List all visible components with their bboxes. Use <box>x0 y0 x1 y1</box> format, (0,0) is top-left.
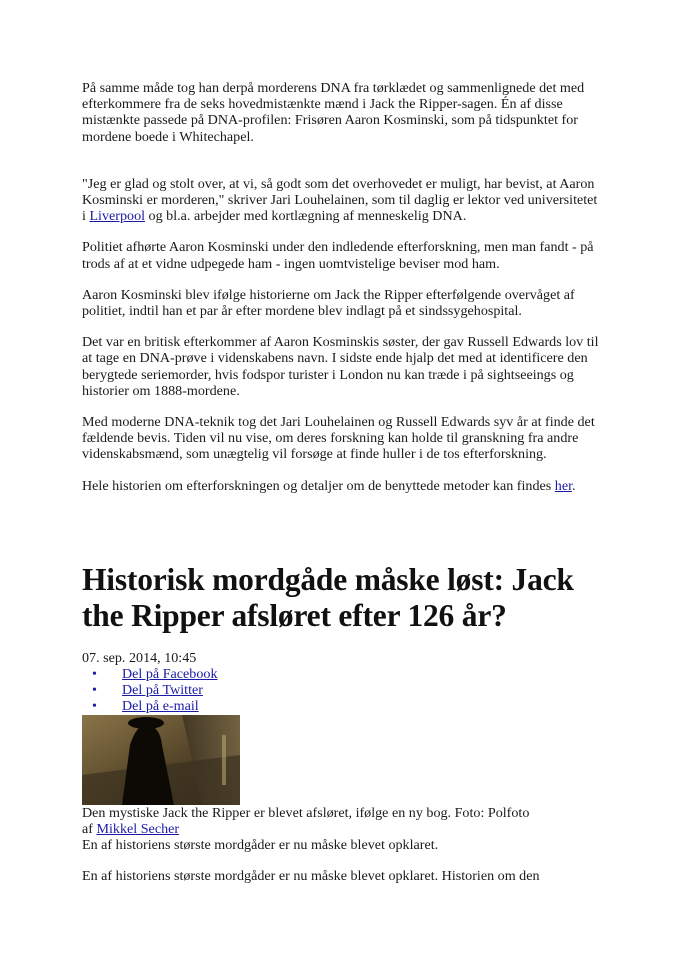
paragraph-surveillance: Aaron Kosminski blev ifølge historierne om Jack the Ripper efterfølgende overvåget af politiet, indtil han et par år efter mordene blev indlagt på et sindssygehospital. <box>82 286 575 320</box>
bullet-icon: • <box>92 698 97 715</box>
byline-prefix: af <box>82 820 97 837</box>
author-link[interactable]: Mikkel Secher <box>96 820 180 837</box>
article-date: 07. sep. 2014, 10:45 <box>82 649 197 666</box>
liverpool-link[interactable]: Liverpool <box>89 208 146 225</box>
share-list <box>82 666 602 715</box>
paragraph-full-story <box>82 478 602 494</box>
jack-the-ripper-photo <box>82 715 240 805</box>
share-twitter-link[interactable]: Del på Twitter <box>122 682 203 699</box>
paragraph-quote <box>82 176 602 225</box>
article-body-start: En af historiens største mordgåder er nu måske blevet opklaret. Historien om den <box>82 868 540 885</box>
here-link[interactable]: her <box>554 477 572 494</box>
share-email-link[interactable]: Del på e-mail <box>122 698 199 715</box>
share-facebook-item <box>82 666 602 682</box>
document-page <box>82 80 602 884</box>
byline <box>82 821 602 837</box>
full-story-text: Hele historien om efterforskningen og detaljer om de benyttede metoder kan findes <box>82 477 555 494</box>
paragraph-dna-technique: Med moderne DNA-teknik tog det Jari Louhelainen og Russell Edwards syv år at finde det fældende bevis. Tiden vil nu vise, om deres forskning kan holde til granskning fra andre videnskabsmænd, som unægtelig vil forsøge at finde huller i de tos efterforskning. <box>82 414 595 463</box>
full-story-period: . <box>572 477 576 494</box>
article-photo <box>82 715 240 805</box>
quote-text-end: og bl.a. arbejder med kortlægning af menneskelig DNA. <box>145 208 467 225</box>
article-lead: En af historiens største mordgåder er nu måske blevet opklaret. <box>82 837 439 854</box>
share-twitter-item <box>82 682 602 698</box>
bullet-icon: • <box>92 682 97 699</box>
paragraph-police: Politiet afhørte Aaron Kosminski under den indledende efterforskning, men man fandt - på trods af at et vidne udpegede ham - ingen uomtvistelige beviser mod ham. <box>82 239 594 272</box>
bullet-icon: • <box>92 666 97 683</box>
paragraph-dna-comparison: På samme måde tog han derpå morderens DNA fra tørklædet og sammenlignede det med efterkommere fra de seks hovedmistænkte mænd i Jack the Ripper-sagen. Én af disse mistænkte passede på DNA-profilen: Frisøren Aaron Kosminski, som på tidspunktet for mordene boede i Whitechapel. <box>82 80 585 145</box>
photo-caption: Den mystiske Jack the Ripper er blevet afsløret, ifølge en ny bog. Foto: Polfoto <box>82 804 530 821</box>
quote-text: "Jeg er glad og stolt over, at vi, så godt som det overhovedet er muligt, har bevist, at Aaron Kosminski er morderen," skriver Jari Louhelainen, som til daglig er lektor ved universitetet i <box>82 175 598 225</box>
paragraph-descendant: Det var en britisk efterkommer af Aaron Kosminskis søster, der gav Russell Edwards lov til at tage en DNA-prøve i videnskabens navn. I sidste ende hjalp det med at identificere den berygtede seriemorder, hvis fodspor turister i London nu kan træde i på sightseeings og historier om 1888-mordene. <box>82 334 599 399</box>
article-headline: Historisk mordgåde måske løst: Jack the Ripper afsløret efter 126 år? <box>82 561 574 633</box>
share-facebook-link[interactable]: Del på Facebook <box>122 666 218 683</box>
share-email-item <box>82 698 602 714</box>
